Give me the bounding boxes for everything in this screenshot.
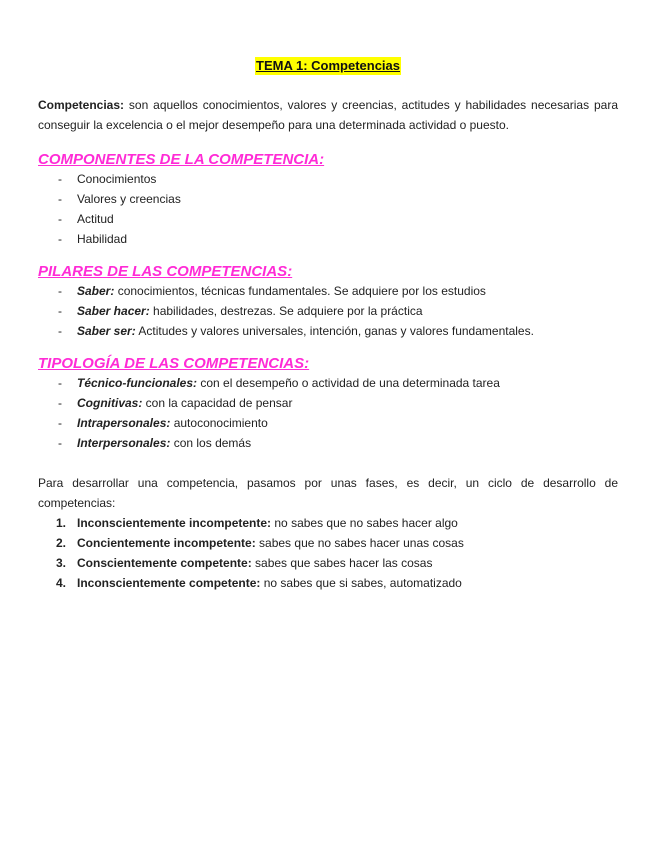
item-text: con los demás [170,436,252,450]
list-tipologia [38,373,618,453]
heading-tipologia: TIPOLOGÍA DE LAS COMPETENCIAS: [38,355,310,372]
title-wrap [38,57,618,77]
item-text: conocimientos, técnicas fundamentales. Se adquiere por los estudios [114,284,486,298]
item-text: Valores y creencias [77,192,181,206]
item-text: Conocimientos [77,172,157,186]
list-item [38,573,618,593]
item-text: sabes que sabes hacer las cosas [251,556,433,570]
item-text: Actitudes y valores universales, intención, ganas y valores fundamentales. [135,324,534,338]
item-text: con la capacidad de pensar [142,396,293,410]
dash-marker: - [58,396,62,410]
item-term: Saber: [77,284,115,298]
heading-componentes: COMPONENTES DE LA COMPETENCIA: [38,151,325,168]
item-text: no sabes que no sabes hacer algo [271,516,458,530]
dash-marker: - [58,212,62,226]
list-fases [38,513,618,593]
item-text: Habilidad [77,232,128,246]
list-item [38,229,618,249]
fases-intro-paragraph: Para desarrollar una competencia, pasamos por unas fases, es decir, un ciclo de desarrollo de competencias: [38,476,618,510]
item-term: Conscientemente competente: [77,556,252,570]
item-number: 1. [56,516,67,530]
intro-paragraph [38,95,618,135]
item-text: con el desempeño o actividad de una determinada tarea [197,376,500,390]
dash-marker: - [58,172,62,186]
item-text: autoconocimiento [170,416,268,430]
list-item [38,189,618,209]
item-term: Técnico-funcionales: [77,376,198,390]
list-pilares [38,281,618,341]
dash-marker: - [58,192,62,206]
item-term: Saber ser: [77,324,136,338]
list-item [38,321,618,341]
dash-marker: - [58,416,62,430]
list-item [38,281,618,301]
dash-marker: - [58,436,62,450]
list-item [38,513,618,533]
item-term: Intrapersonales: [77,416,171,430]
item-term: Cognitivas: [77,396,143,410]
list-item [38,169,618,189]
dash-marker: - [58,284,62,298]
item-text: sabes que no sabes hacer unas cosas [255,536,464,550]
list-item [38,301,618,321]
dash-marker: - [58,324,62,338]
item-text: Actitud [77,212,114,226]
list-item [38,209,618,229]
item-text: no sabes que si sabes, automatizado [260,576,462,590]
document-page [38,0,618,593]
list-item [38,393,618,413]
dash-marker: - [58,376,62,390]
item-number: 2. [56,536,67,550]
list-item [38,433,618,453]
list-item [38,533,618,553]
list-componentes [38,169,618,249]
item-number: 4. [56,576,67,590]
dash-marker: - [58,232,62,246]
intro-term: Competencias: [38,98,125,112]
item-term: Inconscientemente competente: [77,576,261,590]
list-item [38,413,618,433]
list-item [38,373,618,393]
document-title: TEMA 1: Competencias [256,58,400,73]
item-term: Saber hacer: [77,304,150,318]
item-text: habilidades, destrezas. Se adquiere por la práctica [149,304,423,318]
list-item [38,553,618,573]
heading-pilares: PILARES DE LAS COMPETENCIAS: [38,263,293,280]
dash-marker: - [58,304,62,318]
intro-text: son aquellos conocimientos, valores y creencias, actitudes y habilidades necesarias para conseguir la excelencia o el mejor desempeño para una determinada actividad o puesto. [38,98,618,132]
item-term: Interpersonales: [77,436,171,450]
item-number: 3. [56,556,67,570]
item-term: Inconscientemente incompetente: [77,516,272,530]
item-term: Concientemente incompetente: [77,536,256,550]
